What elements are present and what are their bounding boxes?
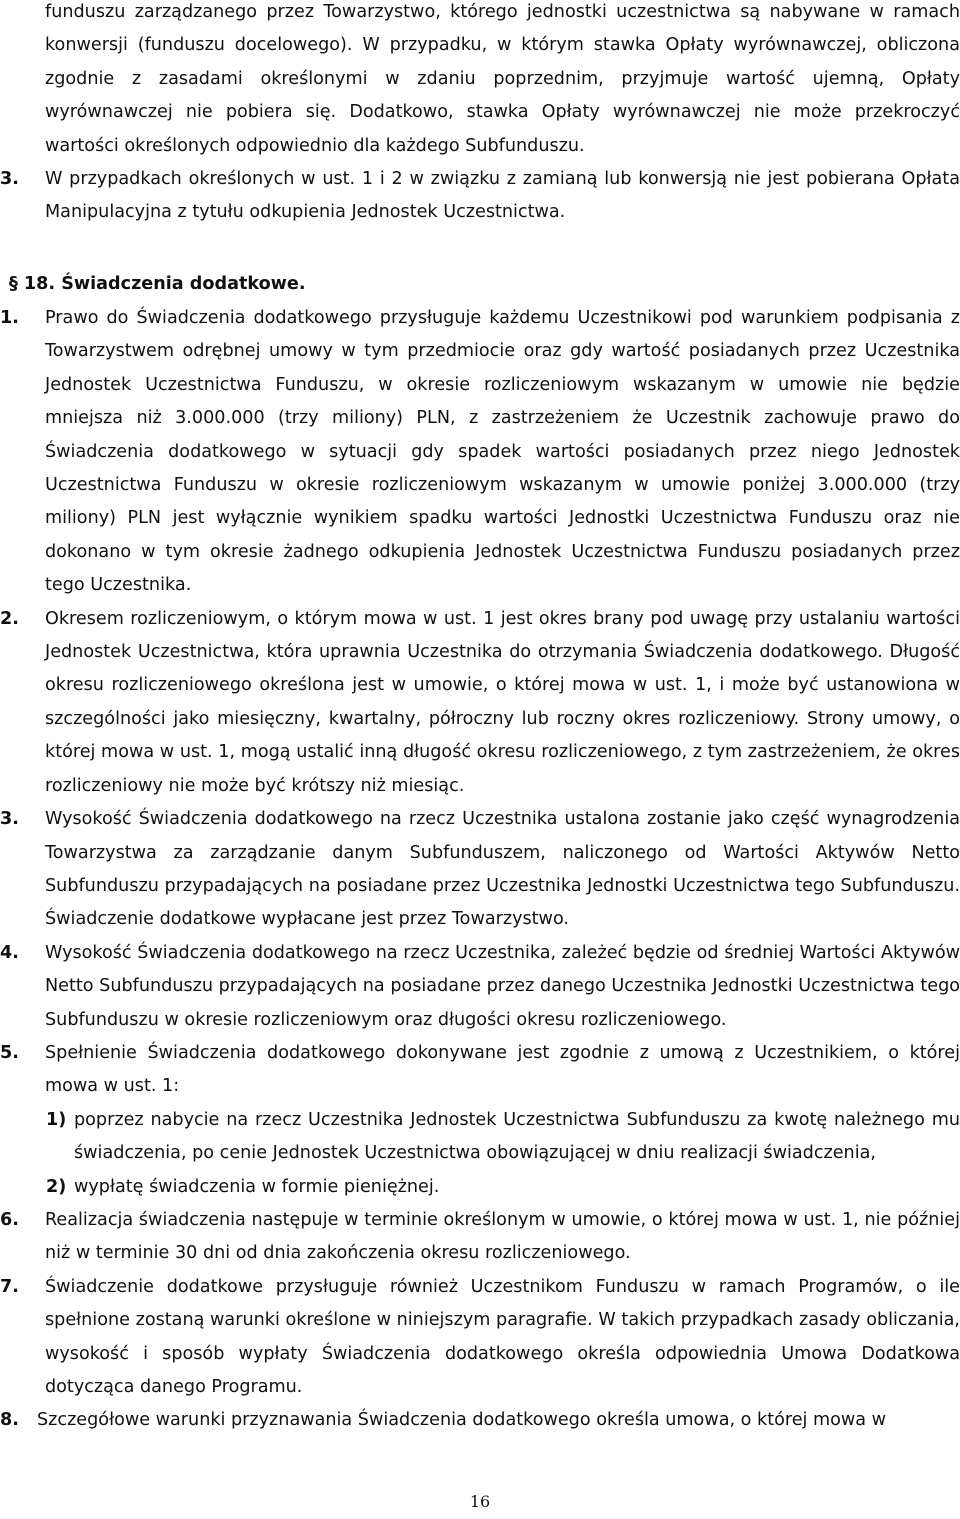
item-text: Spełnienie Świadczenia dodatkowego dokonywane jest zgodnie z umową z Uczestnikiem, o której mowa w ust. 1:: [45, 1042, 960, 1097]
item-8: [0, 1404, 960, 1437]
item-text: Realizacja świadczenia następuje w terminie określonym w umowie, o której mowa w ust. 1, nie później niż w terminie 30 dni od dnia zakończenia okresu rozliczeniowego.: [45, 1209, 960, 1264]
prev-item-3-text: W przypadkach określonych w ust. 1 i 2 w związku z zamianą lub konwersją nie jest pobierana Opłata Manipulacyjna z tytułu odkupienia Jednostek Uczestnictwa.: [45, 169, 960, 223]
item-3: [0, 803, 960, 937]
item-number: 2.: [0, 608, 19, 629]
item-text: Prawo do Świadczenia dodatkowego przysługuje każdemu Uczestnikowi pod warunkiem podpisania z Towarzystwem odrębnej umowy w tym przedmiocie oraz gdy wartość posiadanych przez Uczestnika Jednostek Uczestnictwa Funduszu, w okresie rozliczeniowym wskazanym w umowie nie będzie mniejsza niż 3.000.000 (trzy miliony) PLN, z zastrzeżeniem że Uczestnik zachowuje prawo do Świadczenia dodatkowego w sytuacji gdy spadek wartości posiadanych przez niego Jednostek Uczestnictwa Funduszu w okresie rozliczeniowym wskazanym w umowie poniżej 3.000.000 (trzy miliony) PLN jest wyłącznie wynikiem spadku wartości Jednostki Uczestnictwa Funduszu oraz nie dokonano w tym okresie żadnego odkupienia Jednostek Uczestnictwa Funduszu posiadanych przez tego Uczestnika.: [45, 308, 960, 596]
item-number: 4.: [0, 942, 19, 963]
item-4: [0, 937, 960, 1037]
item-text: Szczegółowe warunki przyznawania Świadczenia dodatkowego określa umowa, o której mowa w: [37, 1410, 887, 1431]
item-2: [0, 603, 960, 803]
item-number: 5.: [0, 1042, 19, 1063]
section-heading-wrapper: [9, 268, 949, 301]
item-7: [0, 1271, 960, 1405]
item-6: [0, 1204, 960, 1271]
sub-item-number: 1): [46, 1109, 67, 1130]
sub-item-text: poprzez nabycie na rzecz Uczestnika Jednostek Uczestnictwa Subfunduszu za kwotę należnego mu świadczenia, po cenie Jednostek Uczestnictwa obowiązującej w dniu realizacji świadczenia,: [74, 1109, 960, 1164]
text-block-top: [0, 0, 960, 230]
item-1: [0, 302, 960, 603]
prev-item-3: [0, 163, 960, 230]
item-number: 7.: [0, 1276, 19, 1297]
item-text: Świadczenie dodatkowe przysługuje również Uczestnikom Funduszu w ramach Programów, o ile spełnione zostaną warunki określone w niniejszym paragrafie. W takich przypadkach zasady obliczania, wysokość i sposób wypłaty Świadczenia dodatkowego określa odpowiednia Umowa Dodatkowa dotycząca danego Programu.: [45, 1276, 960, 1397]
sub-item-number: 2): [46, 1176, 67, 1197]
item-5: [0, 1037, 960, 1104]
item-text: Wysokość Świadczenia dodatkowego na rzecz Uczestnika, zależeć będzie od średniej Wartości Aktywów Netto Subfunduszu przypadających na posiadane przez danego Uczestnika Jednostki Uczestnictwa tego Subfunduszu w okresie rozliczeniowym oraz długości okresu rozliczeniowego.: [45, 942, 960, 1030]
item-number: 3.: [0, 809, 19, 830]
item-number: 1.: [0, 308, 19, 328]
item-text: Okresem rozliczeniowym, o którym mowa w ust. 1 jest okres brany pod uwagę przy ustalaniu wartości Jednostek Uczestnictwa, która uprawnia Uczestnika do otrzymania Świadczenia dodatkowego. Długość okresu rozliczeniowego określona jest w umowie, o której mowa w ust. 1, i może być ustanowiona w szczególności jako miesięczny, kwartalny, półroczny lub roczny okres rozliczeniowy. Strony umowy, o której mowa w ust. 1, mogą ustalić inną długość okresu rozliczeniowego, z tym zastrzeżeniem, że okres rozliczeniowy nie może być krótszy niż miesiąc.: [45, 608, 960, 796]
intro-paragraph: funduszu zarządzanego przez Towarzystwo, którego jednostki uczestnictwa są nabywane w ramach konwersji (funduszu docelowego). W przypadku, w którym stawka Opłaty wyrównawczej, obliczona zgodnie z zasadami określonymi w zdaniu poprzednim, przyjmuje wartość ujemną, Opłaty wyrównawczej nie pobiera się. Dodatkowo, stawka Opłaty wyrównawczej nie może przekroczyć wartości określonych odpowiednio dla każdego Subfunduszu.: [45, 2, 960, 156]
page-number: 16: [469, 1492, 491, 1511]
sub-item-2: [0, 1171, 960, 1204]
text-block-main: [0, 302, 960, 1438]
sub-item-1: [0, 1104, 960, 1171]
item-number: 8.: [0, 1410, 19, 1431]
item-text: Wysokość Świadczenia dodatkowego na rzecz Uczestnika ustalona zostanie jako część wynagrodzenia Towarzystwa za zarządzanie danym Subfunduszem, naliczonego od Wartości Aktywów Netto Subfunduszu przypadających na posiadane przez Uczestnika Jednostki Uczestnictwa tego Subfunduszu. Świadczenie dodatkowe wypłacane jest przez Towarzystwo.: [45, 809, 960, 930]
sub-item-text: wypłatę świadczenia w formie pieniężnej.: [74, 1176, 440, 1197]
item-number: 6.: [0, 1209, 19, 1230]
prev-item-3-number: 3.: [0, 169, 19, 190]
section-heading: § 18. Świadczenia dodatkowe.: [9, 274, 306, 294]
